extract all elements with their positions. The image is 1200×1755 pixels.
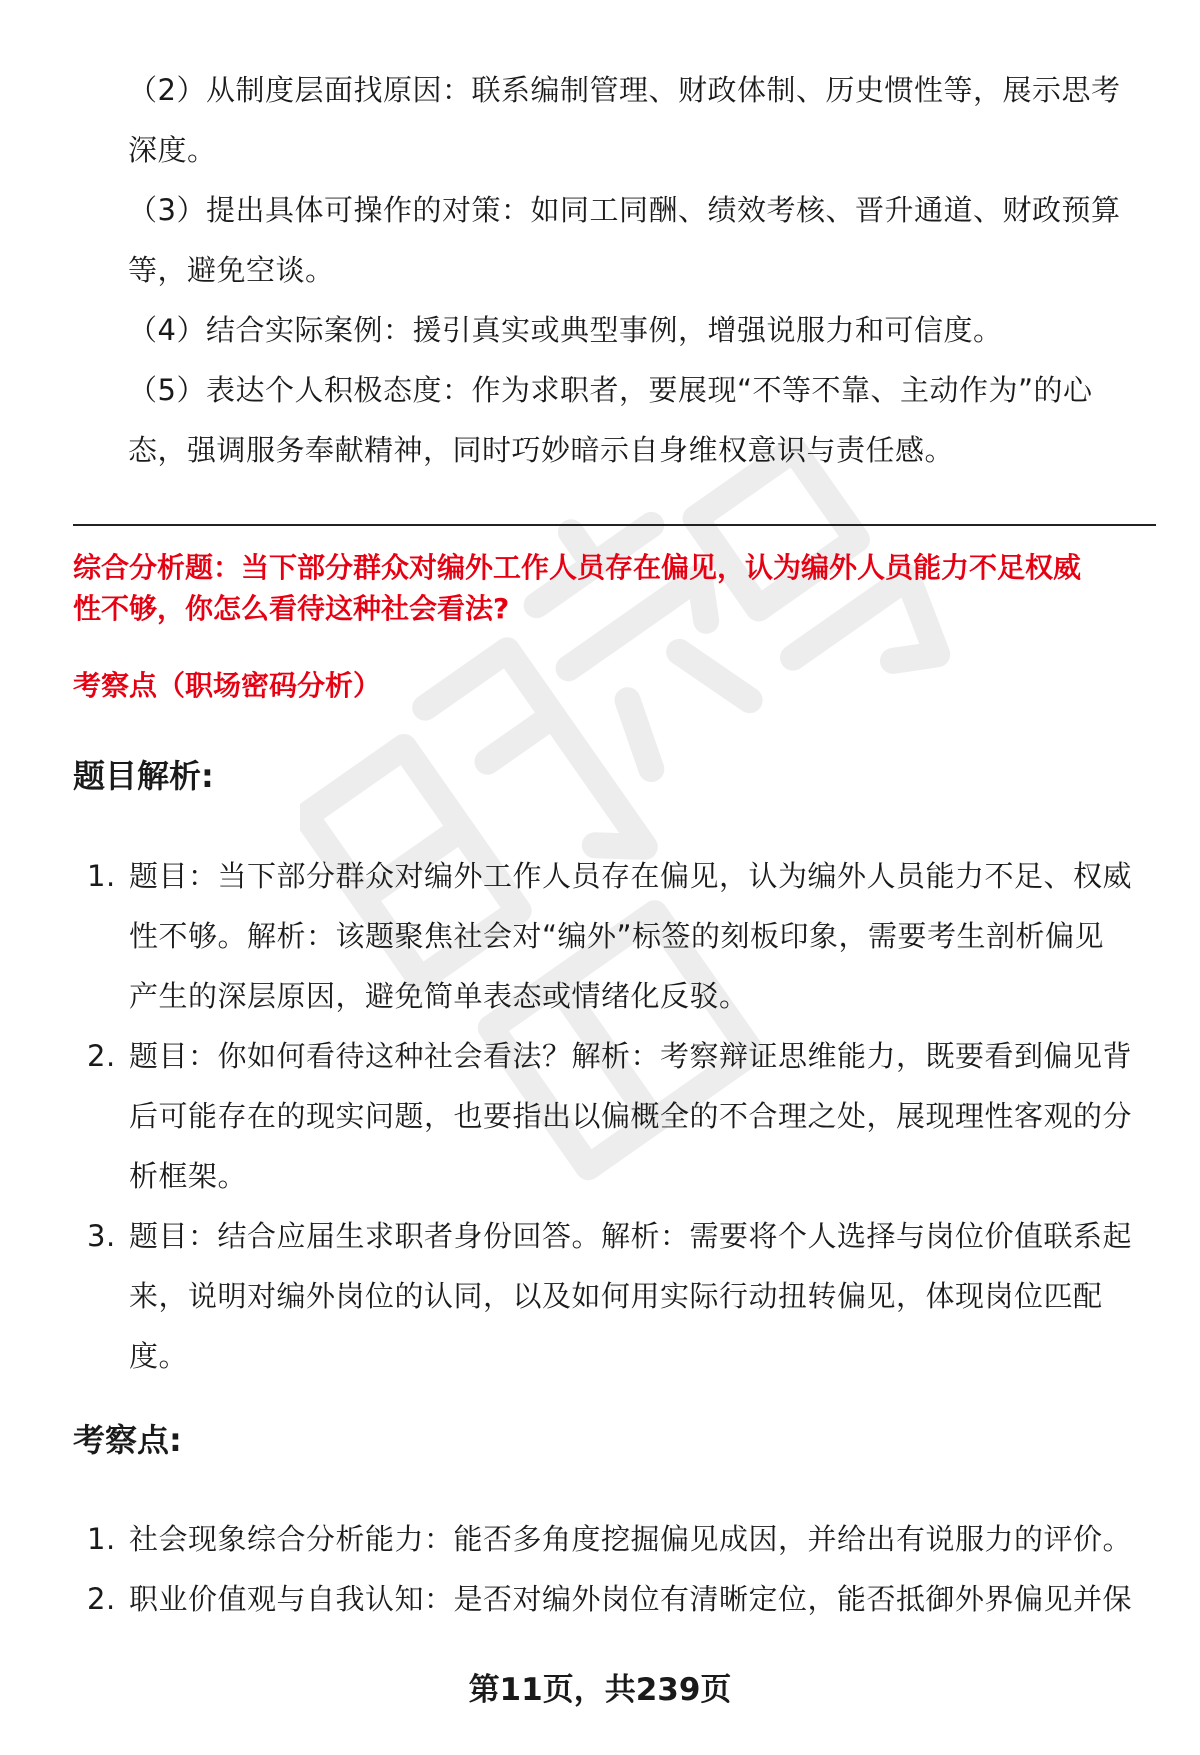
intro-point-line: （3）提出具体可操作的对策：如同工同酬、绩效考核、晋升通道、财政预算 [128, 193, 1121, 227]
intro-point [128, 180, 1138, 300]
list-item-line: 析框架。 [129, 1159, 248, 1193]
list-item-line: 社会现象综合分析能力：能否多角度挖掘偏见成因，并给出有说服力的评价。 [129, 1522, 1133, 1556]
analysis-heading: 题目解析: [73, 757, 214, 795]
list-item [73, 846, 1156, 1026]
list-item-line: 题目：结合应届生求职者身份回答。解析：需要将个人选择与岗位价值联系起 [129, 1219, 1133, 1253]
list-number: 1. [87, 859, 116, 893]
list-number: 3. [87, 1219, 116, 1253]
exam-point-tag: 考察点（职场密码分析） [73, 669, 382, 702]
question-line: 综合分析题：当下部分群众对编外工作人员存在偏见，认为编外人员能力不足权威 [73, 551, 1082, 584]
list-item [73, 1026, 1156, 1206]
points-list [73, 1509, 1156, 1629]
list-item-line: 职业价值观与自我认知：是否对编外岗位有清晰定位，能否抵御外界偏见并保 [129, 1582, 1133, 1616]
intro-point-line: （5）表达个人积极态度：作为求职者，要展现“不等不靠、主动作为”的心 [128, 373, 1093, 407]
list-item [73, 1569, 1156, 1629]
intro-point-line: 态，强调服务奉献精神，同时巧妙暗示自身维权意识与责任感。 [128, 433, 955, 467]
question-title [73, 547, 1156, 629]
analysis-list [73, 846, 1156, 1386]
question-line: 性不够，你怎么看待这种社会看法? [73, 592, 510, 625]
intro-point-line: 等，避免空谈。 [128, 253, 335, 287]
list-item [73, 1509, 1156, 1569]
intro-point [128, 60, 1138, 180]
list-number: 2. [87, 1039, 116, 1073]
list-item-line: 性不够。解析：该题聚焦社会对“编外”标签的刻板印象，需要考生剖析偏见 [129, 919, 1105, 953]
list-item [73, 1206, 1156, 1386]
list-item-line: 度。 [129, 1339, 189, 1373]
section-divider [73, 524, 1156, 526]
intro-point [128, 360, 1138, 480]
list-item-line: 后可能存在的现实问题，也要指出以偏概全的不合理之处，展现理性客观的分 [129, 1099, 1133, 1133]
list-number: 2. [87, 1582, 116, 1616]
list-item-line: 题目：当下部分群众对编外工作人员存在偏见，认为编外人员能力不足、权威 [129, 859, 1133, 893]
list-number: 1. [87, 1522, 116, 1556]
intro-point-line: （2）从制度层面找原因：联系编制管理、财政体制、历史惯性等，展示思考 [128, 73, 1121, 107]
intro-point [128, 300, 1138, 360]
intro-point-line: 深度。 [128, 133, 217, 167]
points-heading: 考察点: [73, 1421, 182, 1459]
list-item-line: 题目：你如何看待这种社会看法？解析：考察辩证思维能力，既要看到偏见背 [129, 1039, 1133, 1073]
page-footer: 第11页，共239页 [468, 1672, 732, 1708]
list-item-line: 来，说明对编外岗位的认同，以及如何用实际行动扭转偏见，体现岗位匹配 [129, 1279, 1103, 1313]
intro-point-line: （4）结合实际案例：援引真实或典型事例，增强说服力和可信度。 [128, 313, 1003, 347]
list-item-line: 产生的深层原因，避免简单表态或情绪化反驳。 [129, 979, 749, 1013]
